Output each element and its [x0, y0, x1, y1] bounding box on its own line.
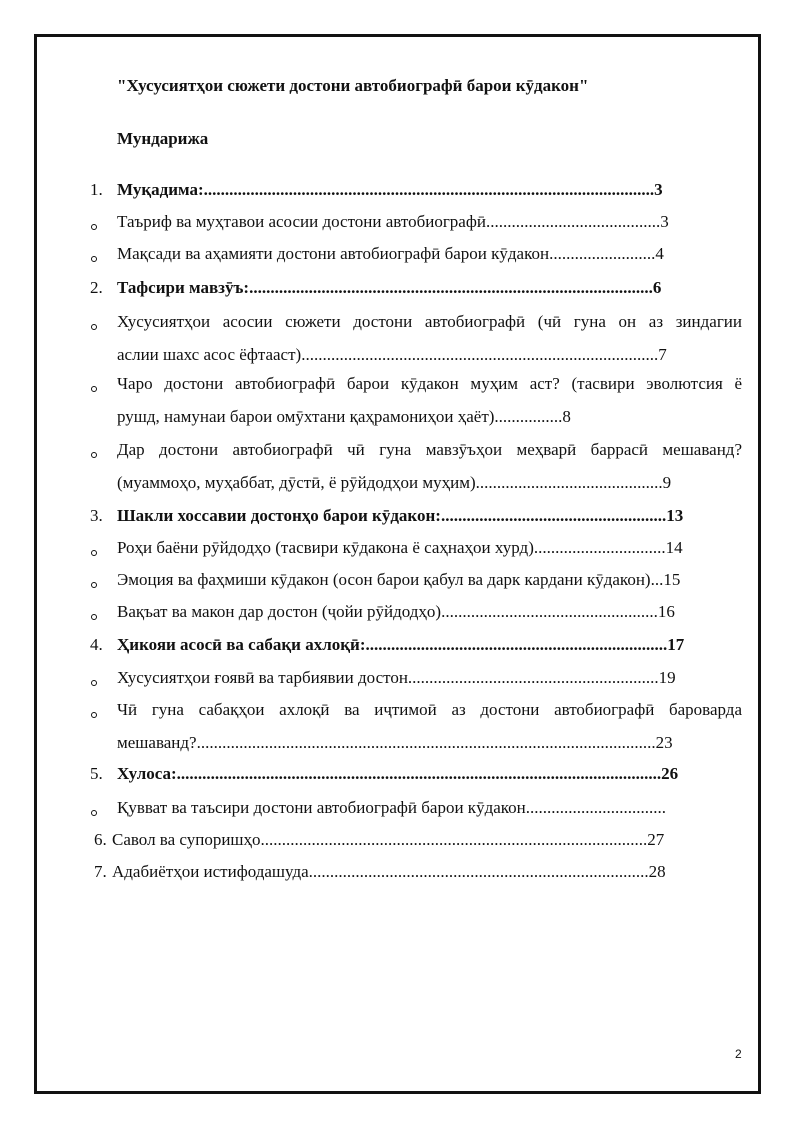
bullet-icon [91, 680, 97, 686]
bullet-icon [91, 810, 97, 816]
toc-entry-text: Ҳикояи асосӣ ва сабақи ахлоқӣ:.......................................................................17 [117, 635, 685, 654]
bullet-icon [91, 224, 97, 230]
toc-entry-text: Тафсири мавзӯъ:...............................................................................................6 [117, 278, 662, 297]
toc-heading: Мундарижа [117, 129, 209, 148]
toc-entry-text: рушд, намунаи барои омӯхтани қаҳрамониҳои ҳаёт)................8 [117, 407, 571, 426]
toc-entry-text: (муаммоҳо, муҳаббат, дӯстӣ, ё рӯйдодҳои муҳим)............................................9 [117, 473, 672, 492]
toc-entry-text: Адабиётҳои истифодашуда................................................................................28 [112, 862, 666, 881]
toc-entry-text: Қувват ва таъсири достони автобиографӣ барои кӯдакон................................. [117, 798, 667, 817]
toc-entry-text: аслии шахс асос ёфтааст)....................................................................................7 [117, 345, 667, 364]
toc-entry-number: 4. [90, 635, 103, 654]
toc-entry-text: Хусусиятҳои ғоявӣ ва тарбиявии достон...........................................................19 [117, 668, 676, 687]
bullet-icon [91, 582, 97, 588]
bullet-icon [91, 550, 97, 556]
toc-entry-number: 3. [90, 506, 103, 525]
page-number: 2 [735, 1047, 742, 1061]
toc-entry-text: Чаро достони автобиографӣ барои кӯдакон муҳим аст? (тасвири эволютсия ё [117, 374, 742, 393]
bullet-icon [91, 324, 97, 330]
toc-entry-number: 6. [94, 830, 107, 849]
toc-entry-text: Дар достони автобиографӣ чӣ гуна мавзӯъҳои меҳварӣ баррасӣ мешаванд? [117, 440, 742, 459]
bullet-icon [91, 256, 97, 262]
toc-entry-text: Хусусиятҳои асосии сюжети достони автобиографӣ (чӣ гуна он аз зиндагии [117, 312, 742, 331]
toc-entry-text: Савол ва супоришҳо...........................................................................................27 [112, 830, 665, 849]
toc-entry-number: 2. [90, 278, 103, 297]
toc-entry-text: Чӣ гуна сабақҳои ахлоқӣ ва иҷтимоӣ аз достони автобиографӣ бароварда [117, 700, 742, 719]
toc-entry-text: Мақсади ва аҳамияти достони автобиографӣ барои кӯдакон.........................4 [117, 244, 664, 263]
bullet-icon [91, 452, 97, 458]
bullet-icon [91, 712, 97, 718]
document-title: "Хусусиятҳои сюжети достони автобиографӣ барои кӯдакон" [117, 76, 589, 95]
bullet-icon [91, 386, 97, 392]
toc-entry-text: Хулоса:..................................................................................................................26 [117, 764, 679, 783]
toc-entry-number: 5. [90, 764, 103, 783]
toc-entry-text: Роҳи баёни рӯйдодҳо (тасвири кӯдакона ё саҳнаҳои хурд)...............................14 [117, 538, 683, 557]
toc-entry-text: Эмоция ва фаҳмиши кӯдакон (осон барои қабул ва дарк кардани кӯдакон)...15 [117, 570, 681, 589]
toc-entry-text: Шакли хоссавии достонҳо барои кӯдакон:.....................................................13 [117, 506, 684, 525]
toc-entry-number: 7. [94, 862, 107, 881]
bullet-icon [91, 614, 97, 620]
toc-entry-text: Вақъат ва макон дар достон (ҷойи рӯйдодҳо)...................................................16 [117, 602, 675, 621]
toc-entry-text: мешаванд?............................................................................................................23 [117, 733, 673, 752]
toc-entry-text: Таъриф ва муҳтавои асосии достони автобиографӣ.........................................3 [117, 212, 669, 231]
toc-entry-number: 1. [90, 180, 103, 199]
toc-entry-text: Муқадима:..........................................................................................................3 [117, 180, 663, 199]
